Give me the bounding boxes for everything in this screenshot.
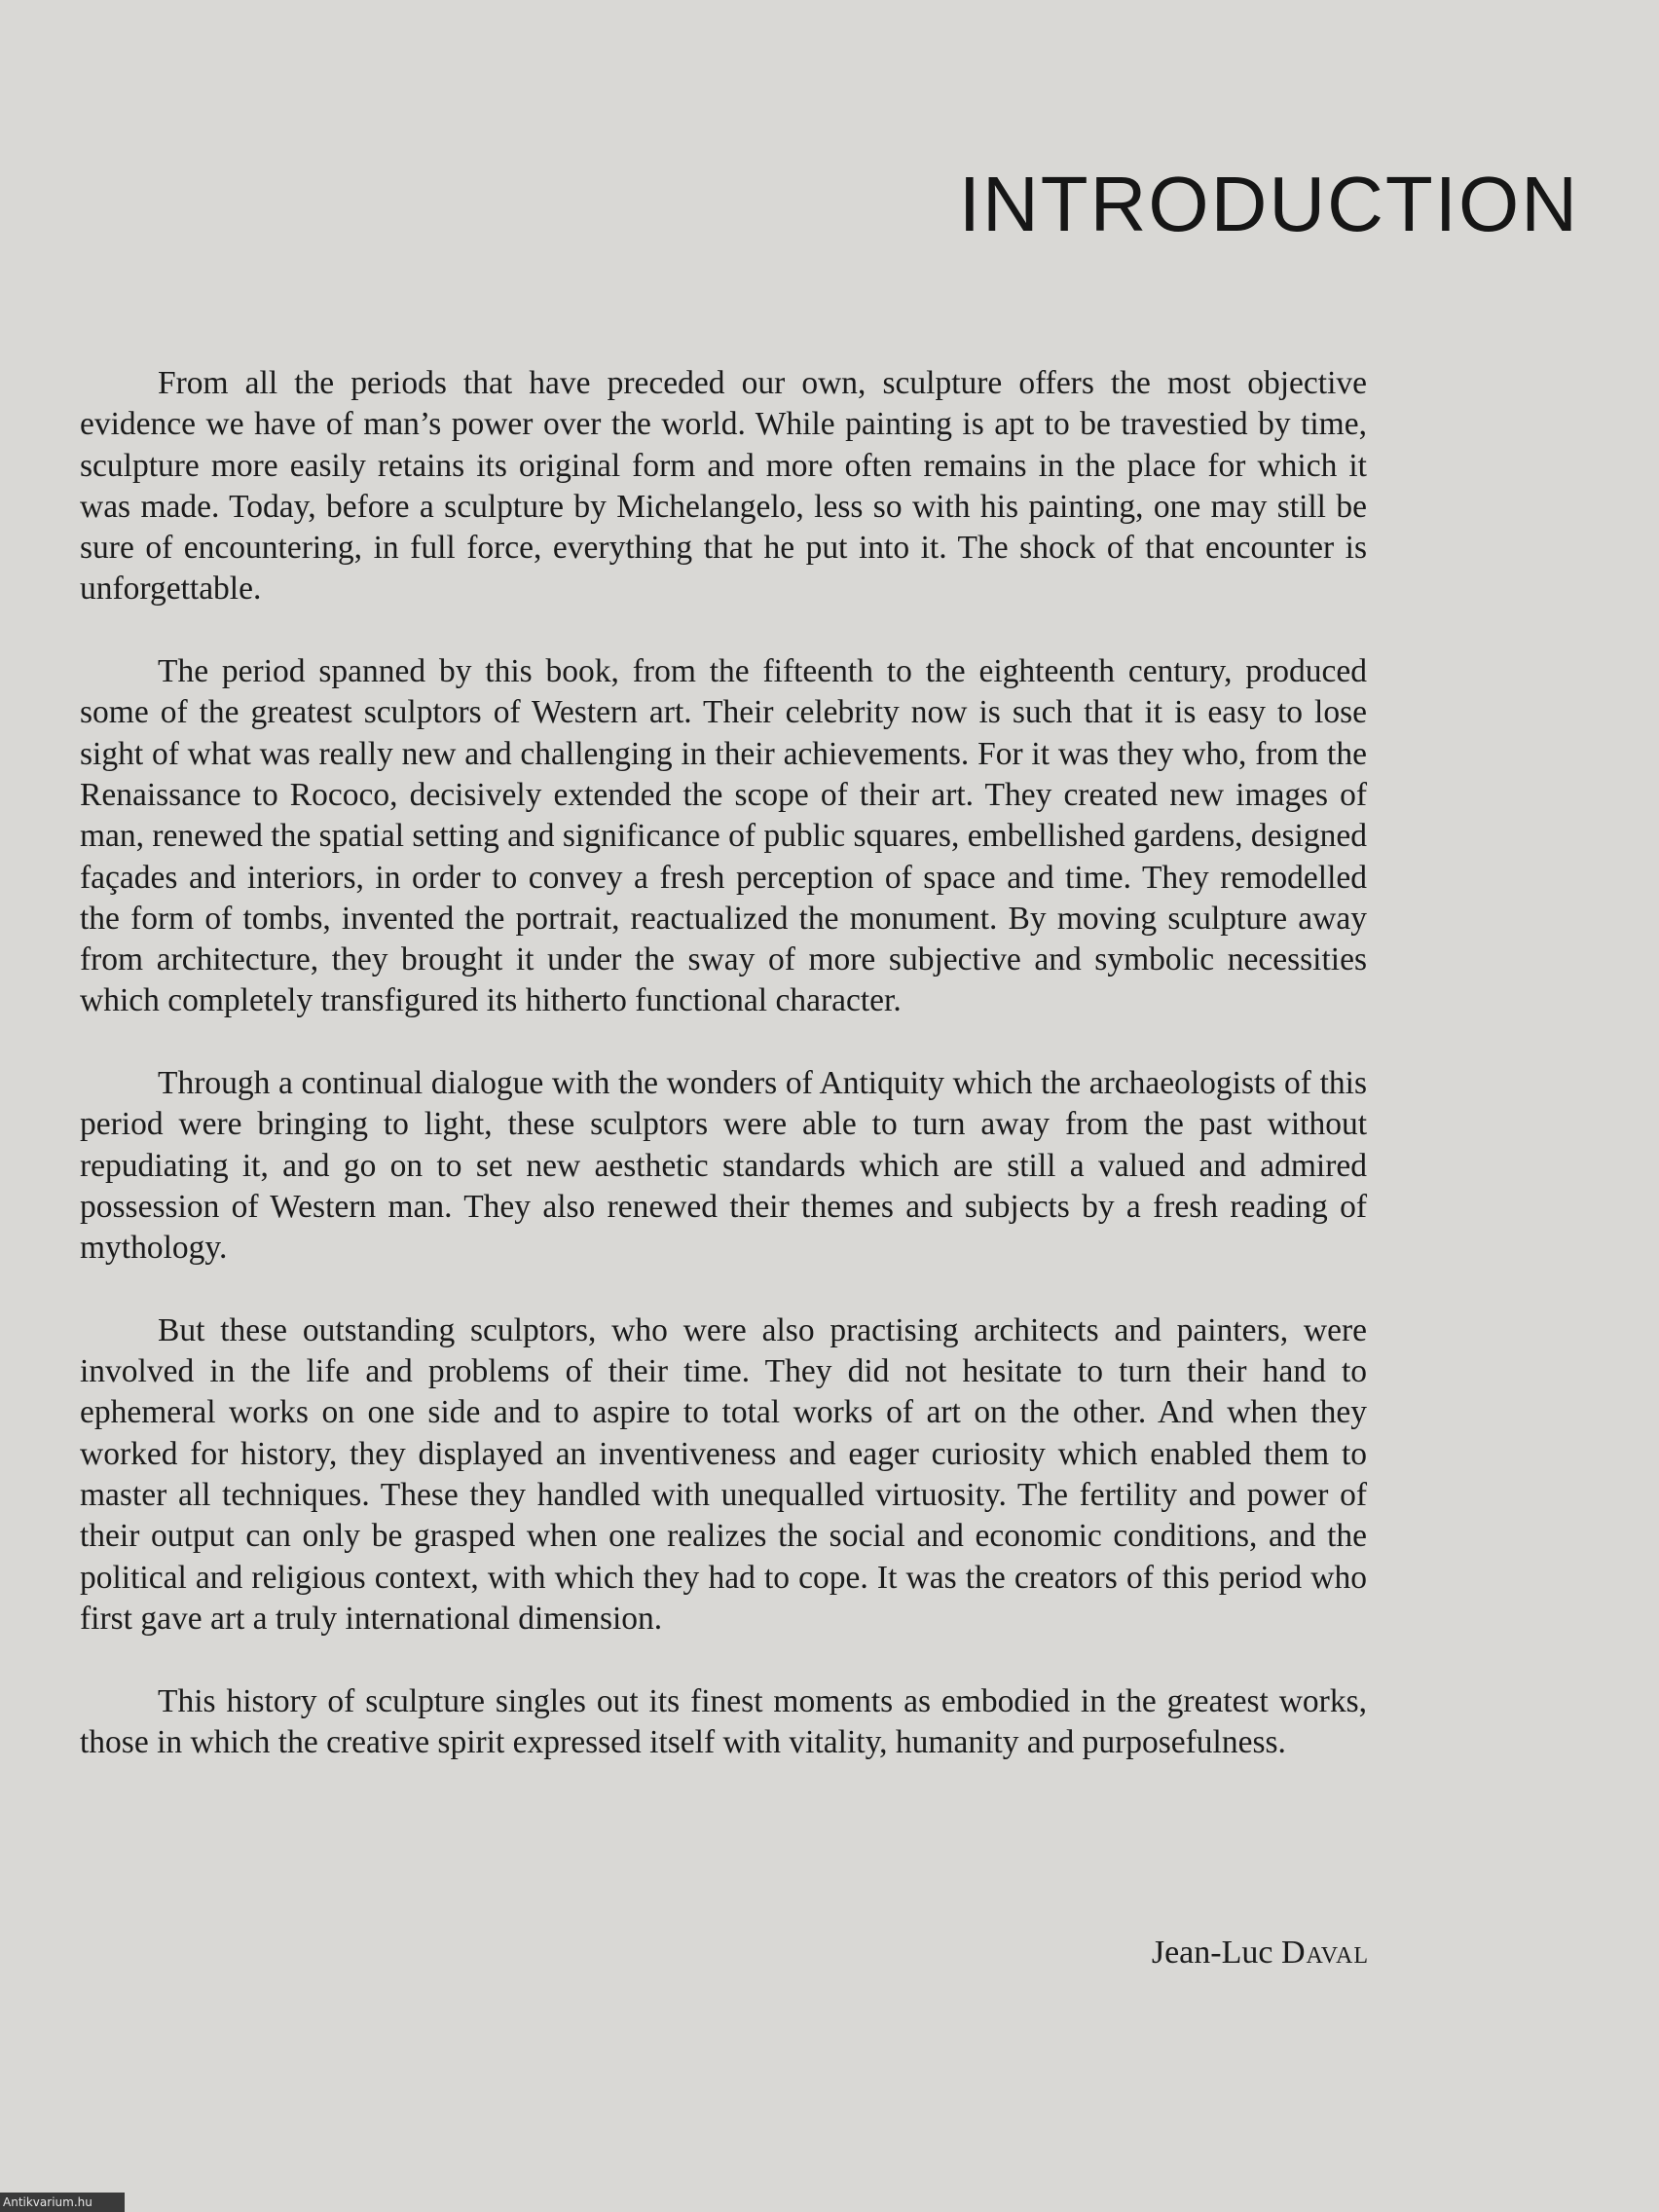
author-surname: Daval (1280, 1935, 1369, 1971)
page-title: INTRODUCTION (958, 161, 1579, 247)
paragraph-4: But these outstanding sculptors, who were also practising architects and painters, were involved in the life and problems of their time. They did not hesitate to turn their hand to ephemeral works on one side and to aspire to total works of art on the other. And when they worked for history, they displayed an inventiveness and eager curiosity which enabled them to master all techniques. These they handled with unequalled virtuosity. The fertility and power of their output can only be grasped when one realizes the social and economic conditions, and the political and religious context, with which they had to cope. It was the creators of this period who first gave art a truly international dimension. (80, 1311, 1367, 1637)
author-signature (1152, 1933, 1369, 1973)
author-first-name: Jean-Luc (1151, 1935, 1273, 1971)
paragraph-3: Through a continual dialogue with the wonders of Antiquity which the archaeologists of this period were bringing to light, these sculptors were able to turn away from the past without repudiating it, and go on to set new aesthetic standards which are still a valued and admired possession of Western man. They also renewed their themes and subjects by a fresh reading of mythology. (80, 1065, 1367, 1267)
paragraph-1: From all the periods that have preceded our own, sculpture offers the most objective evidence we have of man’s power over the world. While painting is apt to be travestied by time, sculpture more easily retains its original form and more often remains in the place for which it was made. Today, before a sculpture by Michelangelo, less so with his painting, one may still be sure of encountering, in full force, everything that he put into it. The shock of that encounter is unforgettable. (80, 365, 1367, 608)
introduction-body (80, 363, 1367, 1804)
watermark: Antikvarium.hu (0, 2193, 125, 2212)
paragraph-2: The period spanned by this book, from the fifteenth to the eighteenth century, produced some of the greatest sculptors of Western art. Their celebrity now is such that it is easy to lose sight of what was really new and challenging in their achievements. For it was they who, from the Renaissance to Rococo, decisively extended the scope of their art. They created new images of man, renewed the spatial setting and significance of public squares, embellished gardens, designed façades and interiors, in order to convey a fresh perception of space and time. They remodelled the form of tombs, invented the portrait, reactualized the monument. By moving sculpture away from architecture, they brought it under the sway of more subjective and symbolic necessities which completely transfigured its hitherto functional character. (80, 653, 1367, 1019)
paragraph-5: This history of sculpture singles out its finest moments as embodied in the greatest works, those in which the creative spirit expressed itself with vitality, humanity and purposefulness. (80, 1682, 1367, 1760)
